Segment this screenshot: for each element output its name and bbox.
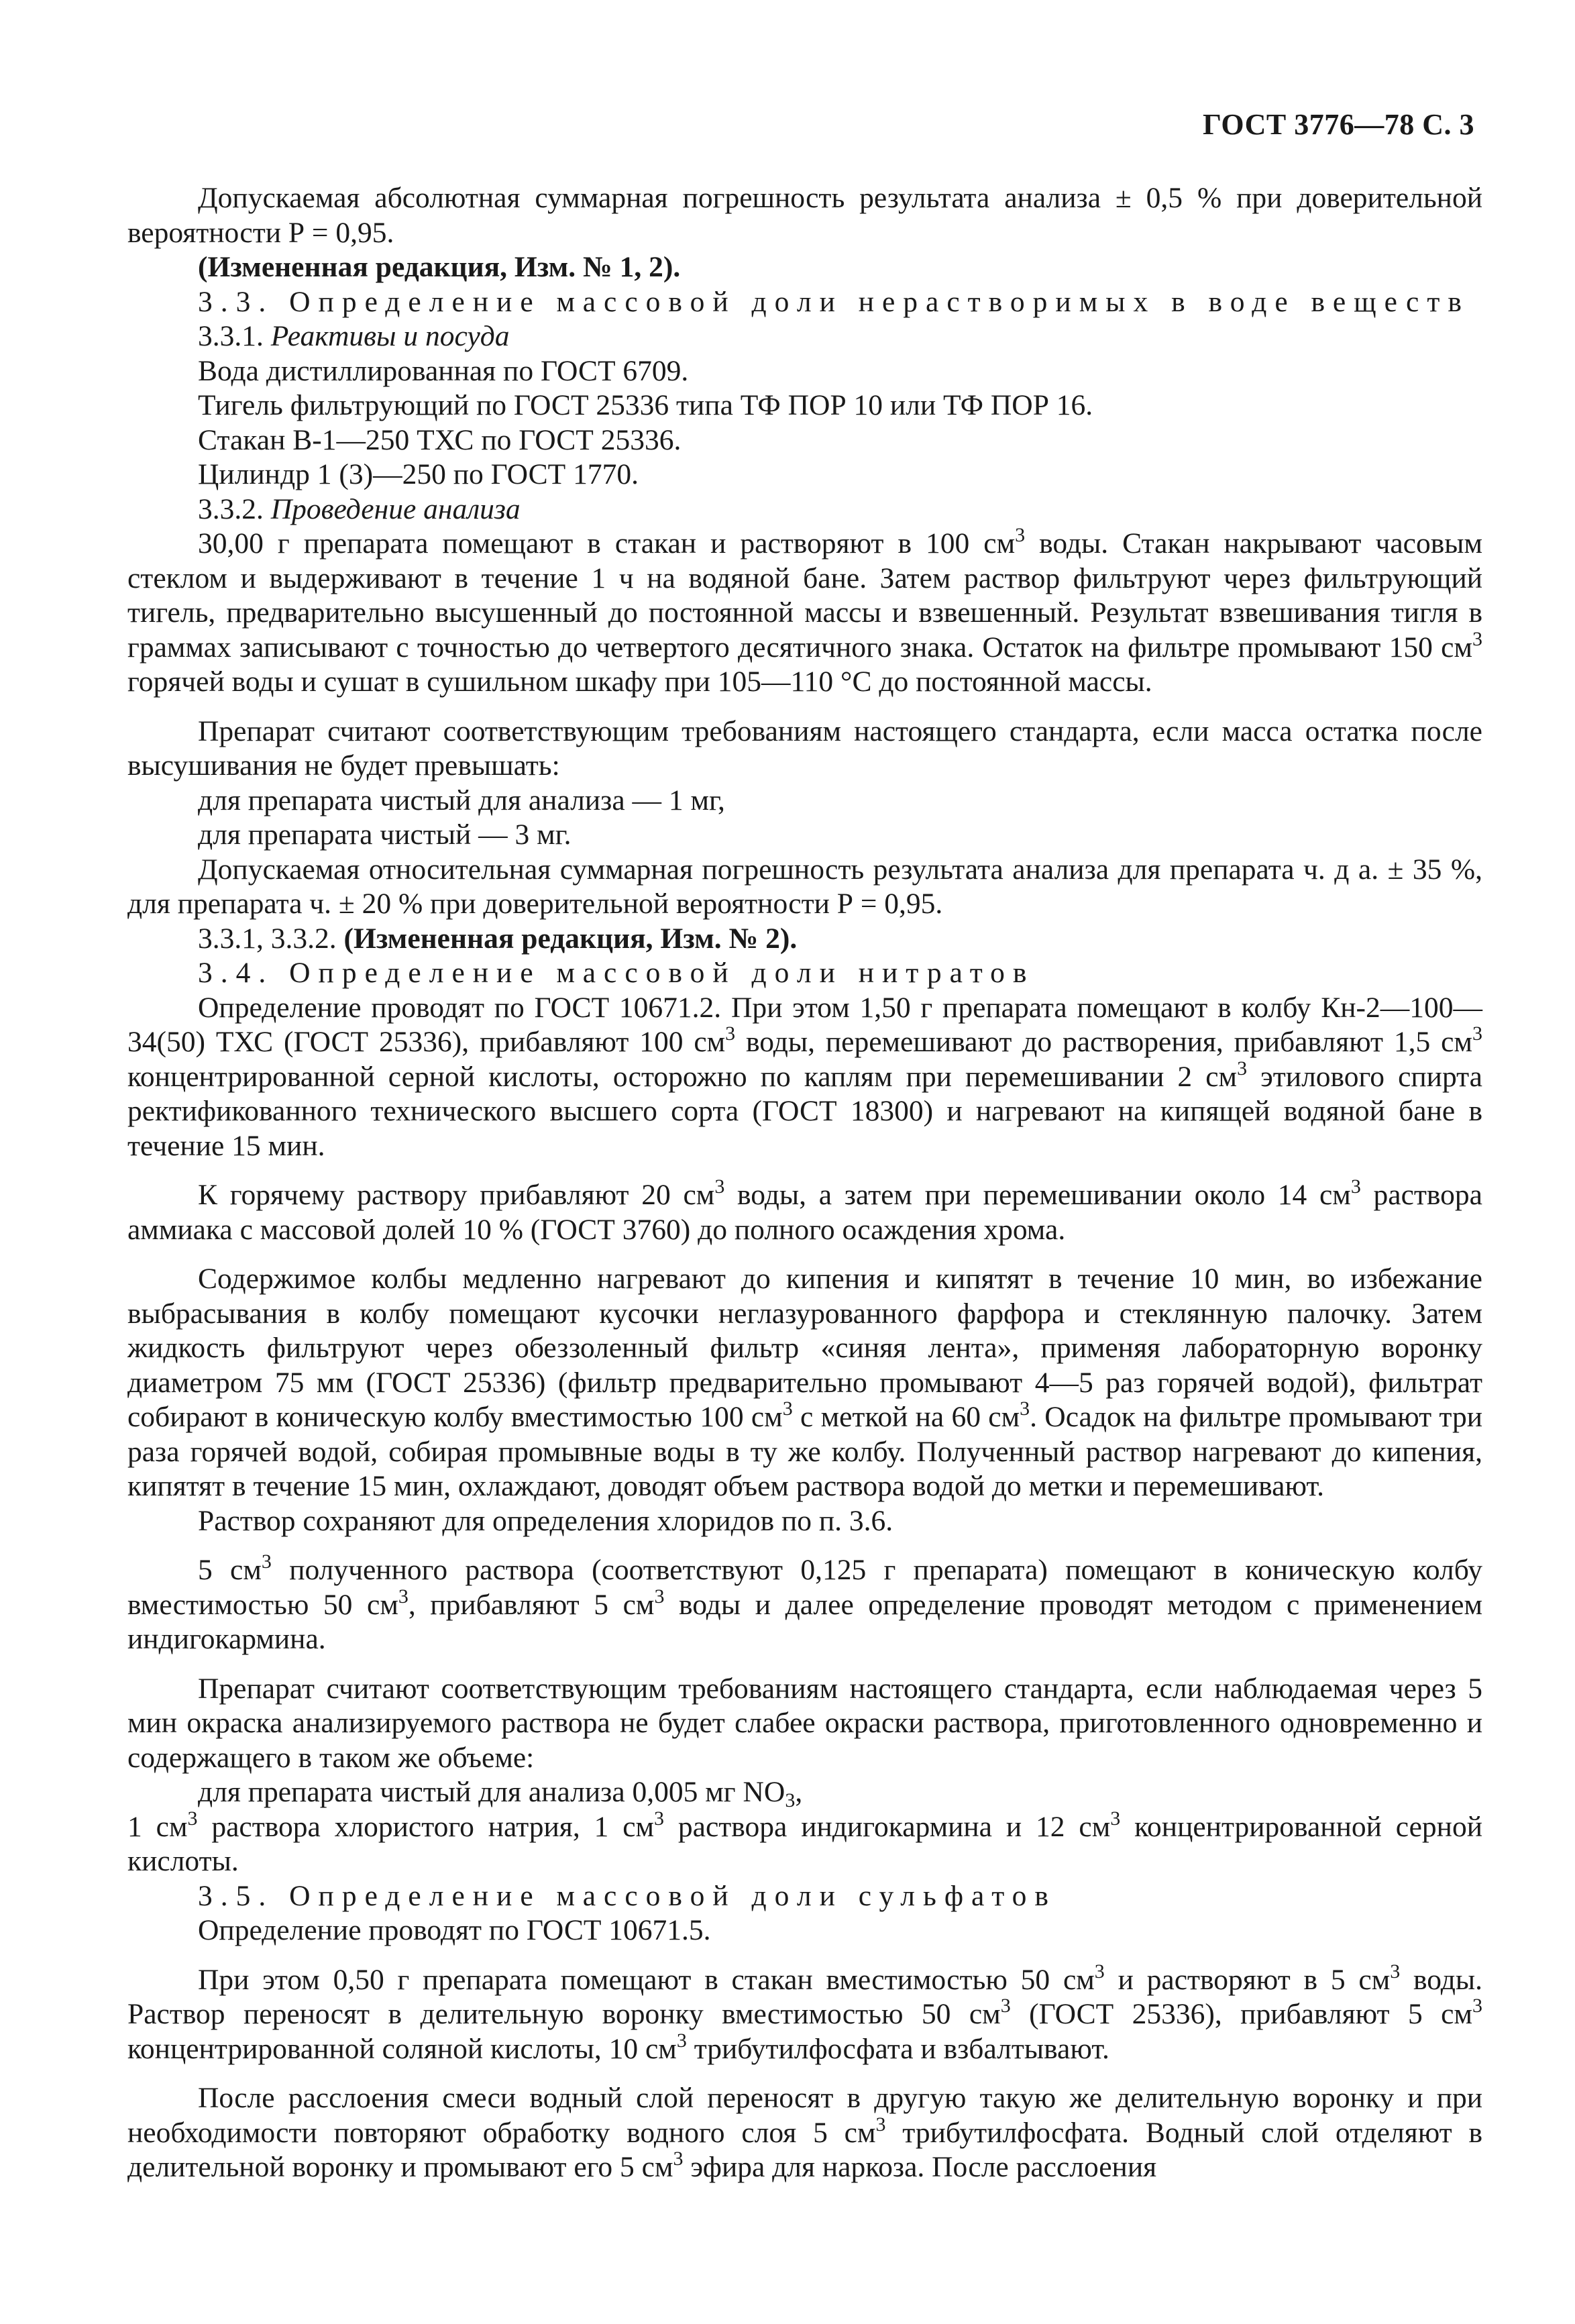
paragraph-chloride-reserve: Раствор сохраняют для определения хлоридов по п. 3.6. xyxy=(198,1504,893,1537)
section-heading-3-3 xyxy=(127,285,1482,320)
paragraph-sulfates-standard: Определение проводят по ГОСТ 10671.5. xyxy=(198,1914,711,1946)
subsection-number: 3.3.2. xyxy=(198,492,264,525)
paragraph-reagent-beaker: Стакан В-1—250 ТХС по ГОСТ 25336. xyxy=(198,423,682,456)
paragraph-filtration: Содержимое колбы медленно нагревают до кипения и кипятят в течение 10 мин, во избежание выбрасывания в колбу помещают кусочки неглазурованного фарфора и стеклянную палочку. Затем жидкость фильтруют через обеззоленный фильтр «синяя лента», применяя лабораторную воронку диаметром 75 мм (ГОСТ 25336) (фильтр предварительно промывают 4—5 раз горячей водой), фильтрат собирают в коническую колбу вместимостью 100 $см^3$ с меткой на 60 $см^3$. Осадок на фильтре промывают три раза горячей водой, собирая промывные воды в ту же колбу. Полученный раствор нагревают до кипения, кипятят в течение 15 мин, охлаждают, доводят объем раствора водой до метки и перемешивают. xyxy=(127,1263,1482,1502)
paragraph-layer-separation: После расслоения смеси водный слой переносят в другую такую же делительную воронку и при необходимости повторяют обработку водного слоя 5 $см^3$ трибутилфосфата. Водный слой отделяют в делительной воронку и промывают его 5 $см^3$ эфира для наркоза. После расслоения xyxy=(127,2082,1482,2183)
paragraph-reagent-crucible: Тигель фильтрующий по ГОСТ 25336 типа ТФ ПОР 10 или ТФ ПОР 16. xyxy=(198,389,1093,421)
paragraph-limit-pure-grade: для препарата чистый — 3 мг. xyxy=(198,818,572,851)
subsection-title: Реактивы и посуда xyxy=(270,320,510,352)
section-heading-3-4 xyxy=(127,956,1482,991)
section-number: 3.3. xyxy=(198,285,274,318)
document-body xyxy=(127,181,1482,2185)
subsection-number: 3.3.1. xyxy=(198,320,264,352)
paragraph-error-tolerance: Допускаемая абсолютная суммарная погрешность результата анализа ± 0,5 % при доверительной вероятности Р = 0,95. xyxy=(127,182,1482,249)
paragraph-nitrates-procedure: Определение проводят по ГОСТ 10671.2. При этом 1,50 г препарата помещают в колбу Кн-2—100—34(50) ТХС (ГОСТ 25336), прибавляют 100 $см^3$ воды, перемешивают до растворения, прибавляют 1,5 $см^3$ концентрированной серной кислоты, осторожно по каплям при перемешивании 2 $см^3$ этилового спирта ректификованного технического высшего сорта (ГОСТ 18300) и нагревают на кипящей водяной бане в течение 15 мин. xyxy=(127,991,1482,1162)
subsection-heading-3-3-2 xyxy=(127,492,1482,527)
section-title: Определение массовой доли нитратов xyxy=(289,957,1035,989)
section-number: 3.5. xyxy=(198,1879,274,1912)
paragraph-analysis-procedure: 30,00 г препарата помещают в стакан и растворяют в 100 $см^3$ воды. Стакан накрывают часовым стеклом и выдерживают в течение 1 ч на водяной бане. Затем раствор фильтруют через фильтрующий тигель, предварительно высушенный до постоянной массы и взвешенный. Результат взвешивания тигля в граммах записывают с точностью до четвертого десятичного знака. Остаток на фильтре промывают 150 $см^3$ горячей воды и сушат в сушильном шкафу при 105—110 °С до постоянной массы. xyxy=(127,524,1482,698)
paragraph-compliance: Препарат считают соответствующим требованиям настоящего стандарта, если масса остатка после высушивания не будет превышать: xyxy=(127,715,1482,782)
paragraph-amendment-note-2: 3.3.1, 3.3.2. (Измененная редакция, Изм. № 2). xyxy=(198,922,798,955)
paragraph-indigocarmine-method: 5 $см^3$ полученного раствора (соответствуют 0,125 г препарата) помещают в коническую колбу вместимостью 50 $см^3$, прибавляют 5 $см^3$ воды и далее определение проводят методом с применением индигокармина. xyxy=(127,1550,1482,1655)
paragraph-color-comparison: Препарат считают соответствующим требованиям настоящего стандарта, если наблюдаемая через 5 мин окраска анализируемого раствора не будет слабее окраски раствора, приготовленного одновременно и содержащего в таком же объеме: xyxy=(127,1672,1482,1774)
page-header: ГОСТ 3776—78 С. 3 xyxy=(1202,108,1474,141)
subsection-title: Проведение анализа xyxy=(270,492,521,525)
paragraph-nitrate-limit: для препарата чистый для анализа 0,005 мг $NO_3$, xyxy=(198,1776,803,1811)
paragraph-ammonia-addition: К горячему раствору прибавляют 20 $см^3$ воды, а затем при перемешивании около 14 $см^3$ раствора аммиака с массовой долей 10 % (ГОСТ 3760) до полного осаждения хрома. xyxy=(127,1175,1482,1246)
paragraph-amendment-note: (Измененная редакция, Изм. № 1, 2). xyxy=(198,251,681,283)
paragraph-relative-error: Допускаемая относительная суммарная погрешность результата анализа для препарата ч. д а. ± 35 %, для препарата ч. ± 20 % при доверительной вероятности Р = 0,95. xyxy=(127,853,1482,920)
paragraph-limit-analysis-grade: для препарата чистый для анализа — 1 мг, xyxy=(198,784,725,816)
paragraph-reagent-cylinder: Цилиндр 1 (3)—250 по ГОСТ 1770. xyxy=(198,458,639,490)
subsection-heading-3-3-1 xyxy=(127,319,1482,354)
section-heading-3-5 xyxy=(127,1879,1482,1914)
paragraph-sulfates-procedure: При этом 0,50 г препарата помещают в стакан вместимостью 50 $см^3$ и растворяют в 5 $см^3$ воды. Раствор переносят в делительную воронку вместимостью 50 $см^3$ (ГОСТ 25336), прибавляют 5 $см^3$ концентрированной соляной кислоты, 10 $см^3$ трибутилфосфата и взбалтывают. xyxy=(127,1960,1482,2065)
paragraph-reagent-water: Вода дистиллированная по ГОСТ 6709. xyxy=(198,354,689,387)
paragraph-reference-solution: 1 $см^3$ раствора хлористого натрия, 1 $см^3$ раствора индигокармина и 12 $см^3$ концентрированной серной кислоты. xyxy=(127,1807,1482,1877)
section-title: Определение массовой доли нерастворимых в воде веществ xyxy=(289,285,1470,318)
section-title: Определение массовой доли сульфатов xyxy=(289,1879,1056,1912)
section-number: 3.4. xyxy=(198,957,274,989)
